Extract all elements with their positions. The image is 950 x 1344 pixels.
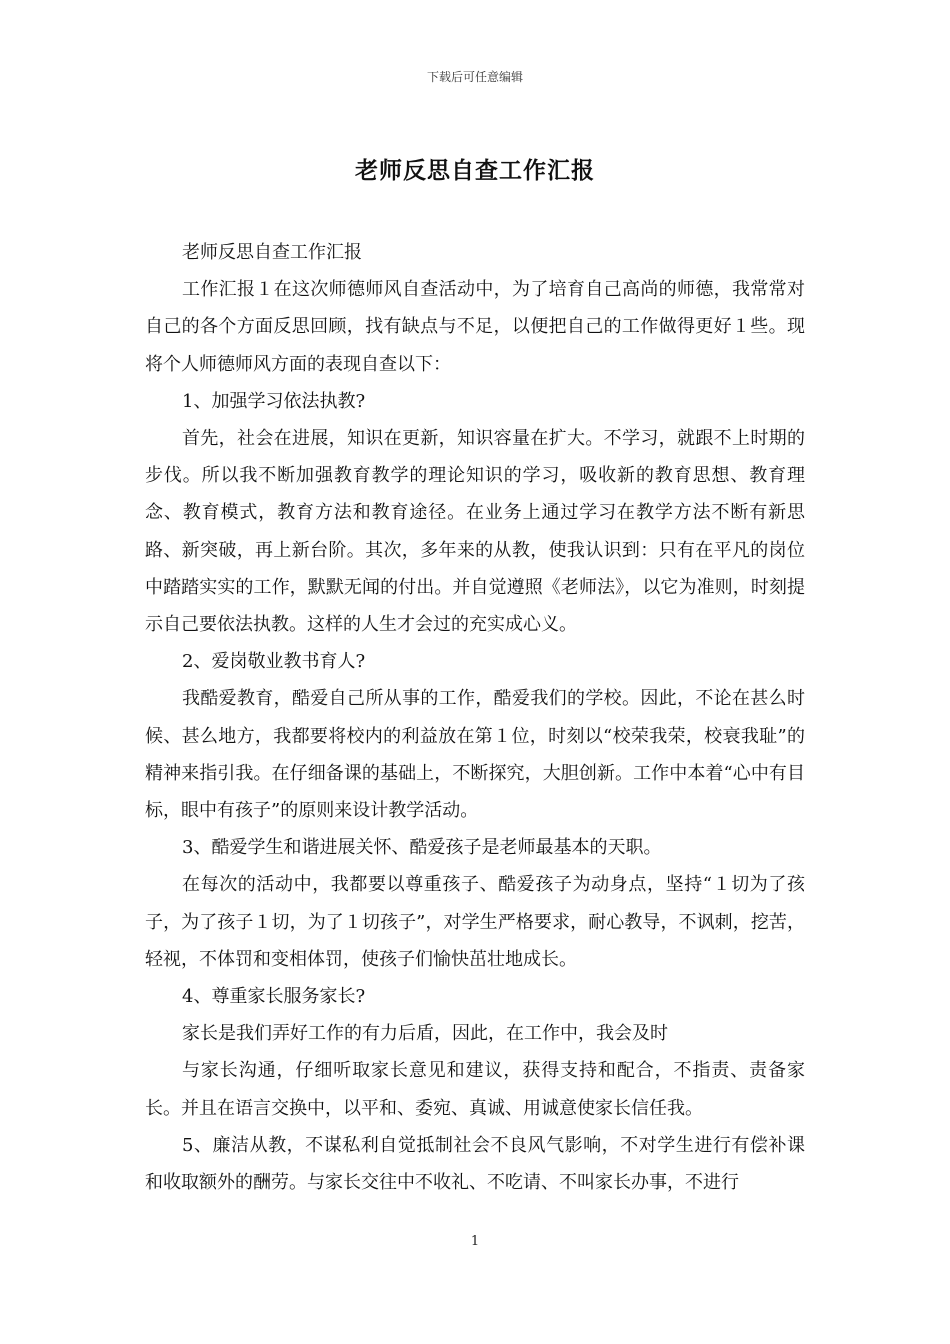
page-number: 1 (470, 1234, 480, 1249)
document-body (145, 234, 805, 1201)
document-title: 老师反思自查工作汇报 (355, 158, 595, 184)
section-heading-1: 1、加强学习依法执教? (182, 390, 366, 412)
paragraph-subtitle: 老师反思自查工作汇报 (182, 242, 362, 263)
paragraph-section-2: 我酷爱教育，酷爱自己所从事的工作，酷爱我们的学校。因此，不论在甚么时候、甚么地方，我都要将校内的利益放在第１位，时刻以“校荣我荣，校衰我耻”的精神来指引我。在仔细备课的基础上，不断探究，大胆创新。工作中本着“心中有目标，眼中有孩子”的原则来设计教学活动。 (145, 688, 805, 822)
paragraph-intro: 工作汇报１在这次师德师风自查活动中，为了培育自己高尚的师德，我常常对自己的各个方面反思回顾，找有缺点与不足，以便把自己的工作做得更好１些。现将个人师德师风方面的表现自查以下： (145, 279, 805, 375)
section-heading-3: 3、酷爱学生和谐进展关怀、酷爱孩子是老师最基本的天职。 (182, 837, 662, 859)
paragraph-section-1: 首先，社会在进展，知识在更新，知识容量在扩大。不学习，就跟不上时期的步伐。所以我不断加强教育教学的理论知识的学习，吸收新的教育思想、教育理念、教育模式，教育方法和教育途径。在业务上通过学习在教学方法不断有新思路、新突破，再上新台阶。其次，多年来的从教，使我认识到：只有在平凡的岗位中踏踏实实的工作，默默无闻的付出。并自觉遵照《老师法》，以它为准则，时刻提示自己要依法执教。这样的人生才会过的充实成心义。 (145, 428, 805, 636)
header-note: 下载后可任意编辑 (426, 70, 523, 84)
section-heading-2: 2、爱岗敬业教书育人? (182, 651, 366, 673)
paragraph-section-4b: 与家长沟通，仔细听取家长意见和建议，获得支持和配合，不指责、责备家长。并且在语言交换中，以平和、委宛、真诚、用诚意使家长信任我。 (145, 1060, 805, 1119)
section-heading-4: 4、尊重家长服务家长? (182, 986, 366, 1008)
paragraph-section-5: 5、廉洁从教，不谋私利自觉抵制社会不良风气影响，不对学生进行有偿补课和收取额外的酬劳。与家长交往中不收礼、不吃请、不叫家长办事，不进行 (145, 1134, 805, 1194)
paragraph-section-4a: 家长是我们弄好工作的有力后盾，因此，在工作中，我会及时 (182, 1023, 668, 1045)
paragraph-section-3: 在每次的活动中，我都要以尊重孩子、酷爱孩子为动身点，坚持“１切为了孩子，为了孩子１切，为了１切孩子”，对学生严格要求，耐心教导，不讽刺，挖苦，轻视，不体罚和变相体罚，使孩子们愉快茁壮地成长。 (145, 874, 805, 970)
